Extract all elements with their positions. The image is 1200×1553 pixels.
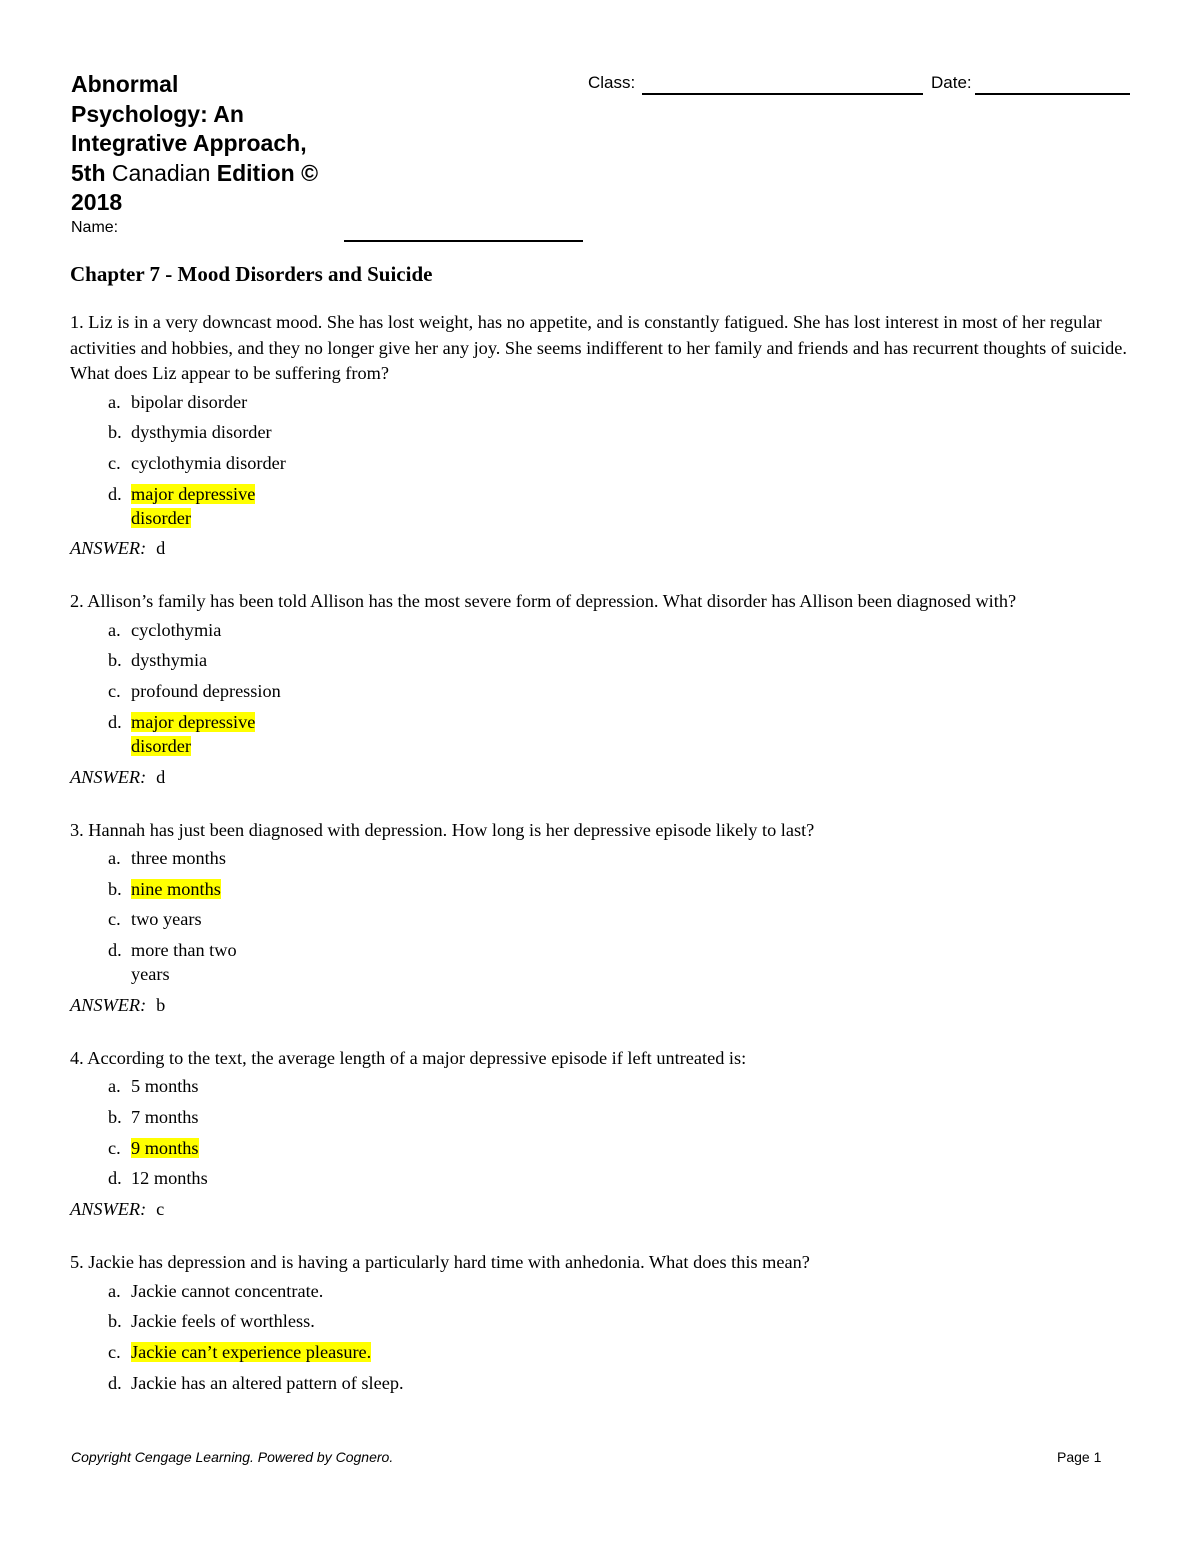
answer-label: ANSWER:	[70, 538, 147, 559]
answer-value: d	[156, 766, 166, 787]
question-5	[70, 1250, 1140, 1395]
option-letter: d.	[108, 1168, 122, 1189]
option-letter: b.	[108, 650, 122, 671]
option-letter: a.	[108, 391, 121, 412]
option-letter: a.	[108, 1076, 121, 1097]
option-letter: c.	[108, 909, 121, 930]
page-number: Page 1	[1057, 1449, 1102, 1465]
option-b[interactable]	[108, 648, 1140, 672]
question-stem: 5. Jackie has depression and is having a particularly hard time with anhedonia. What does this mean?	[70, 1252, 810, 1272]
question-stem: 3. Hannah has just been diagnosed with depression. How long is her depressive episode likely to last?	[70, 819, 815, 840]
option-text: Jackie has an altered pattern of sleep.	[131, 1372, 404, 1393]
option-text: three months	[131, 848, 226, 868]
option-letter: b.	[108, 1311, 122, 1332]
question-2	[70, 589, 1140, 788]
option-letter: a.	[108, 1280, 121, 1301]
answer-value: d	[156, 538, 166, 559]
option-text: cyclothymia disorder	[131, 452, 286, 473]
edition-number: 5th	[71, 159, 106, 186]
option-text: Jackie cannot concentrate.	[131, 1280, 324, 1301]
option-text: Jackie feels of worthless.	[131, 1311, 315, 1332]
option-letter: c.	[108, 452, 121, 473]
correct-answer-highlight: nine months	[131, 878, 221, 899]
option-letter: a.	[108, 619, 121, 640]
option-d[interactable]	[108, 938, 1140, 986]
option-letter: d.	[108, 1372, 122, 1393]
option-d[interactable]	[108, 710, 1140, 758]
answer-label: ANSWER:	[70, 766, 147, 787]
footer-copyright: Copyright Cengage Learning. Powered by Cognero.	[71, 1449, 394, 1465]
option-d[interactable]	[108, 1166, 1140, 1190]
answer-row	[70, 1197, 1140, 1221]
option-c[interactable]	[108, 451, 1140, 475]
book-title-year: 2018	[71, 189, 123, 215]
option-text: 7 months	[131, 1106, 199, 1127]
question-3	[70, 818, 1140, 1017]
name-field[interactable]	[344, 240, 583, 242]
question-list	[70, 310, 1140, 1424]
option-text: 12 months	[131, 1168, 208, 1189]
option-letter: d.	[108, 711, 122, 732]
question-stem: 1. Liz is in a very downcast mood. She has lost weight, has no appetite, and is constantly fatigued. She has lost interest in most of her regular activities and hobbies, and they no longer give her any joy. She seems indifferent to her family and friends and has recurrent thoughts of suicide. What does Liz appear to be suffering from?	[70, 312, 1127, 383]
answer-value: b	[156, 994, 166, 1015]
book-title-line: Abnormal	[71, 71, 179, 97]
question-4	[70, 1046, 1140, 1221]
answer-label: ANSWER:	[70, 994, 147, 1015]
answer-row	[70, 993, 1140, 1017]
option-a[interactable]	[108, 1279, 1140, 1303]
option-letter: c.	[108, 1137, 121, 1158]
book-title	[71, 70, 371, 218]
option-text: two years	[131, 909, 202, 930]
option-text-highlighted	[131, 482, 291, 530]
answer-label: ANSWER:	[70, 1199, 147, 1219]
option-text: dysthymia disorder	[131, 422, 272, 443]
option-text: cyclothymia	[131, 619, 222, 640]
option-text-highlighted	[131, 1340, 371, 1364]
option-d[interactable]	[108, 1371, 1140, 1395]
class-label: Class:	[588, 73, 636, 92]
option-letter: a.	[108, 848, 121, 868]
name-label: Name:	[71, 219, 119, 236]
option-c[interactable]	[108, 679, 1140, 703]
option-d[interactable]	[108, 482, 1140, 530]
option-text: bipolar disorder	[131, 391, 248, 412]
option-text-highlighted	[131, 877, 221, 901]
option-text: 5 months	[131, 1076, 199, 1097]
book-title-line	[71, 159, 371, 189]
option-a[interactable]	[108, 846, 1140, 870]
option-letter: c.	[108, 681, 121, 702]
option-b[interactable]	[108, 877, 1140, 901]
option-letter: b.	[108, 422, 122, 443]
option-c[interactable]	[108, 1340, 1140, 1364]
edition-label: Edition ©	[216, 159, 319, 186]
option-a[interactable]	[108, 618, 1140, 642]
chapter-title: Chapter 7 - Mood Disorders and Suicide	[70, 262, 433, 286]
answer-row	[70, 765, 1140, 789]
date-label: Date:	[931, 73, 972, 92]
answer-value: c	[156, 1199, 165, 1219]
correct-answer-highlight: Jackie can’t experience pleasure.	[131, 1341, 372, 1362]
option-b[interactable]	[108, 1309, 1140, 1333]
option-letter: b.	[108, 878, 122, 899]
option-b[interactable]	[108, 1105, 1140, 1129]
option-text-highlighted	[131, 1136, 199, 1160]
date-field[interactable]	[975, 93, 1130, 95]
option-letter: c.	[108, 1341, 121, 1362]
option-text: profound depression	[131, 681, 281, 702]
question-1	[70, 310, 1140, 560]
correct-answer-highlight: major depressive disorder	[131, 483, 256, 528]
option-letter: d.	[108, 483, 122, 504]
option-b[interactable]	[108, 420, 1140, 444]
answer-row	[70, 536, 1140, 560]
option-text: more than two years	[131, 940, 237, 985]
question-stem: 4. According to the text, the average length of a major depressive episode if left untreated is:	[70, 1047, 747, 1068]
correct-answer-highlight: major depressive disorder	[131, 711, 256, 756]
option-a[interactable]	[108, 1074, 1140, 1098]
option-c[interactable]	[108, 907, 1140, 931]
option-letter: b.	[108, 1106, 122, 1127]
option-text-highlighted	[131, 710, 291, 758]
correct-answer-highlight: 9 months	[131, 1137, 199, 1158]
book-title-line: Psychology: An	[71, 100, 244, 127]
class-field[interactable]	[642, 93, 923, 95]
option-c[interactable]	[108, 1136, 1140, 1160]
option-text: dysthymia	[131, 650, 208, 671]
question-stem: 2. Allison’s family has been told Allison has the most severe form of depression. What disorder has Allison been diagnosed with?	[70, 591, 1017, 612]
edition-region: Canadian	[111, 159, 211, 186]
option-letter: d.	[108, 940, 122, 961]
option-a[interactable]	[108, 390, 1140, 414]
book-title-line: Integrative Approach,	[71, 130, 307, 156]
